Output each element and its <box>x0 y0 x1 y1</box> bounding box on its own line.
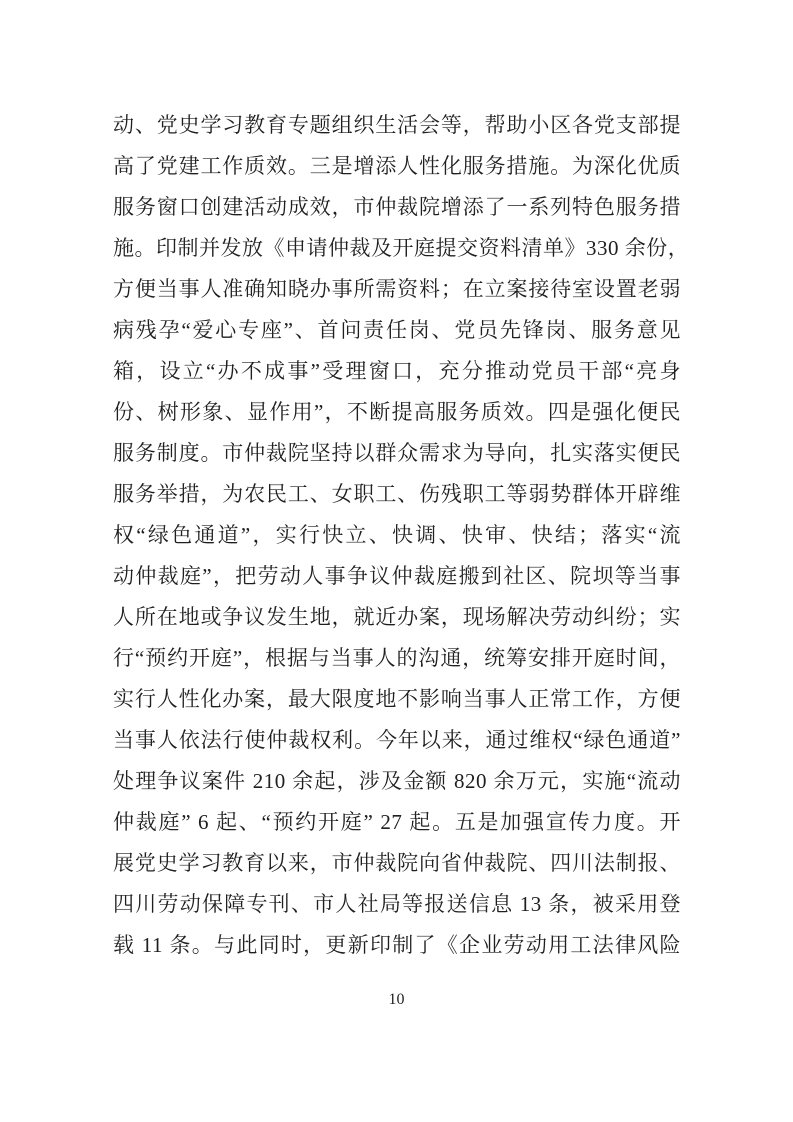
text-line: 箱，设立“办不成事”受理窗口，充分推动党员干部“亮身 <box>113 359 681 383</box>
text-line: 仲裁庭” 6 起、“预约开庭” 27 起。五是加强宣传力度。开 <box>113 810 681 834</box>
text-line: 施。印制并发放《申请仲裁及开庭提交资料清单》330 余份， <box>113 236 690 260</box>
text-line: 高了党建工作质效。三是增添人性化服务措施。为深化优质 <box>113 154 681 178</box>
text-line: 处理争议案件 210 余起，涉及金额 820 余万元，实施“流动 <box>113 769 681 793</box>
text-line: 动仲裁庭”，把劳动人事争议仲裁庭搬到社区、院坝等当事 <box>113 564 681 588</box>
text-line: 服务窗口创建活动成效，市仲裁院增添了一系列特色服务措 <box>113 195 681 219</box>
body-text <box>113 105 690 966</box>
page-number: 10 <box>388 991 405 1008</box>
text-line: 载 11 条。与此同时，更新印制了《企业劳动用工法律风险 <box>113 933 681 957</box>
text-line: 展党史学习教育以来，市仲裁院向省仲裁院、四川法制报、 <box>113 851 681 875</box>
text-line: 权“绿色通道”，实行快立、快调、快审、快结；落实“流 <box>113 523 681 547</box>
text-line: 服务举措，为农民工、女职工、伤残职工等弱势群体开辟维 <box>113 482 681 506</box>
text-line: 四川劳动保障专刊、市人社局等报送信息 13 条，被采用登 <box>113 892 681 916</box>
text-line: 行“预约开庭”，根据与当事人的沟通，统筹安排开庭时间， <box>113 646 681 670</box>
text-line: 份、树形象、显作用”，不断提高服务质效。四是强化便民 <box>113 400 681 424</box>
text-line: 人所在地或争议发生地，就近办案，现场解决劳动纠纷；实 <box>113 605 681 629</box>
text-line: 实行人性化办案，最大限度地不影响当事人正常工作，方便 <box>113 687 681 711</box>
text-line: 方便当事人准确知晓办事所需资料；在立案接待室设置老弱 <box>113 277 681 301</box>
text-line: 动、党史学习教育专题组织生活会等，帮助小区各党支部提 <box>113 113 681 137</box>
text-line: 服务制度。市仲裁院坚持以群众需求为导向，扎实落实便民 <box>113 441 681 465</box>
text-line: 当事人依法行使仲裁权利。今年以来，通过维权“绿色通道” <box>113 728 681 752</box>
text-line: 病残孕“爱心专座”、首问责任岗、党员先锋岗、服务意见 <box>113 318 681 342</box>
